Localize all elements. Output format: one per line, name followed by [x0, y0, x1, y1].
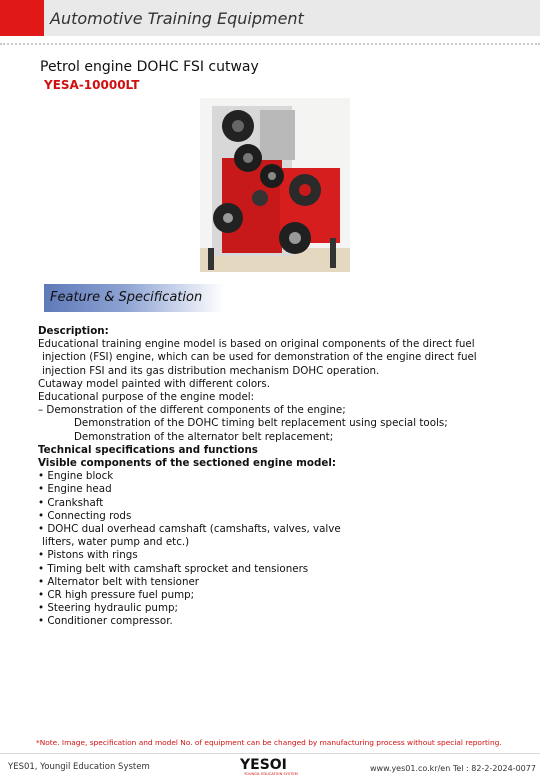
- description-line: Technical specifications and functions: [38, 443, 258, 456]
- description-line: – Demonstration of the different components of the engine;: [38, 404, 346, 417]
- description-line: Visible components of the sectioned engine model:: [38, 457, 336, 470]
- product-model: YESA-10000LT: [44, 78, 140, 92]
- dotted-divider: [0, 43, 540, 45]
- logo-text: YESOI: [240, 757, 287, 773]
- description-line: Demonstration of the alternator belt replacement;: [74, 430, 334, 443]
- description-line: injection (FSI) engine, which can be used for demonstration of the engine direct fuel: [42, 351, 477, 364]
- description-line: Demonstration of the DOHC timing belt replacement using special tools;: [74, 417, 448, 430]
- header-accent-block: [0, 0, 44, 36]
- product-title: Petrol engine DOHC FSI cutway: [40, 59, 259, 75]
- company-logo: [238, 758, 302, 778]
- description-line: • DOHC dual overhead camshaft (camshafts, valves, valve: [38, 523, 341, 536]
- description-line: • Timing belt with camshaft sprocket and tensioners: [38, 562, 309, 575]
- description-line: • Engine head: [38, 483, 112, 496]
- feature-spec-label: Feature & Specification: [50, 290, 203, 305]
- description-line: • Connecting rods: [38, 509, 132, 522]
- description-line: • Conditioner compressor.: [38, 615, 173, 628]
- description-line: • Steering hydraulic pump;: [38, 602, 178, 615]
- engine-photo: [200, 98, 350, 272]
- description-line: • Engine block: [38, 470, 114, 483]
- logo-subtext: YOUNGIL EDUCATION SYSTEM: [244, 772, 298, 776]
- page-header: [0, 0, 540, 36]
- header-title: Automotive Training Equipment: [50, 9, 304, 28]
- footer-contact: www.yes01.co.kr/en Tel : 82-2-2024-0077: [370, 764, 536, 773]
- disclaimer-note: *Note. Image, specification and model No. of equipment can be changed by manufacturing process without special reporting.: [36, 738, 502, 747]
- description-line: • CR high pressure fuel pump;: [38, 589, 195, 602]
- description-line: Educational training engine model is based on original components of the direct fuel: [38, 338, 475, 351]
- description-line: Cutaway model painted with different colors.: [38, 377, 271, 390]
- description-line: Educational purpose of the engine model:: [38, 391, 255, 404]
- description-line: lifters, water pump and etc.): [42, 536, 190, 549]
- description-line: injection FSI and its gas distribution mechanism DOHC operation.: [42, 364, 380, 377]
- description-line: • Alternator belt with tensioner: [38, 575, 200, 588]
- footer-divider: [0, 753, 540, 754]
- description-block: [38, 325, 508, 629]
- description-line: Description:: [38, 325, 109, 337]
- feature-spec-header: [44, 284, 224, 312]
- footer-company: YES01, Youngil Education System: [8, 762, 150, 772]
- description-line: • Pistons with rings: [38, 549, 138, 562]
- description-line: • Crankshaft: [38, 496, 104, 509]
